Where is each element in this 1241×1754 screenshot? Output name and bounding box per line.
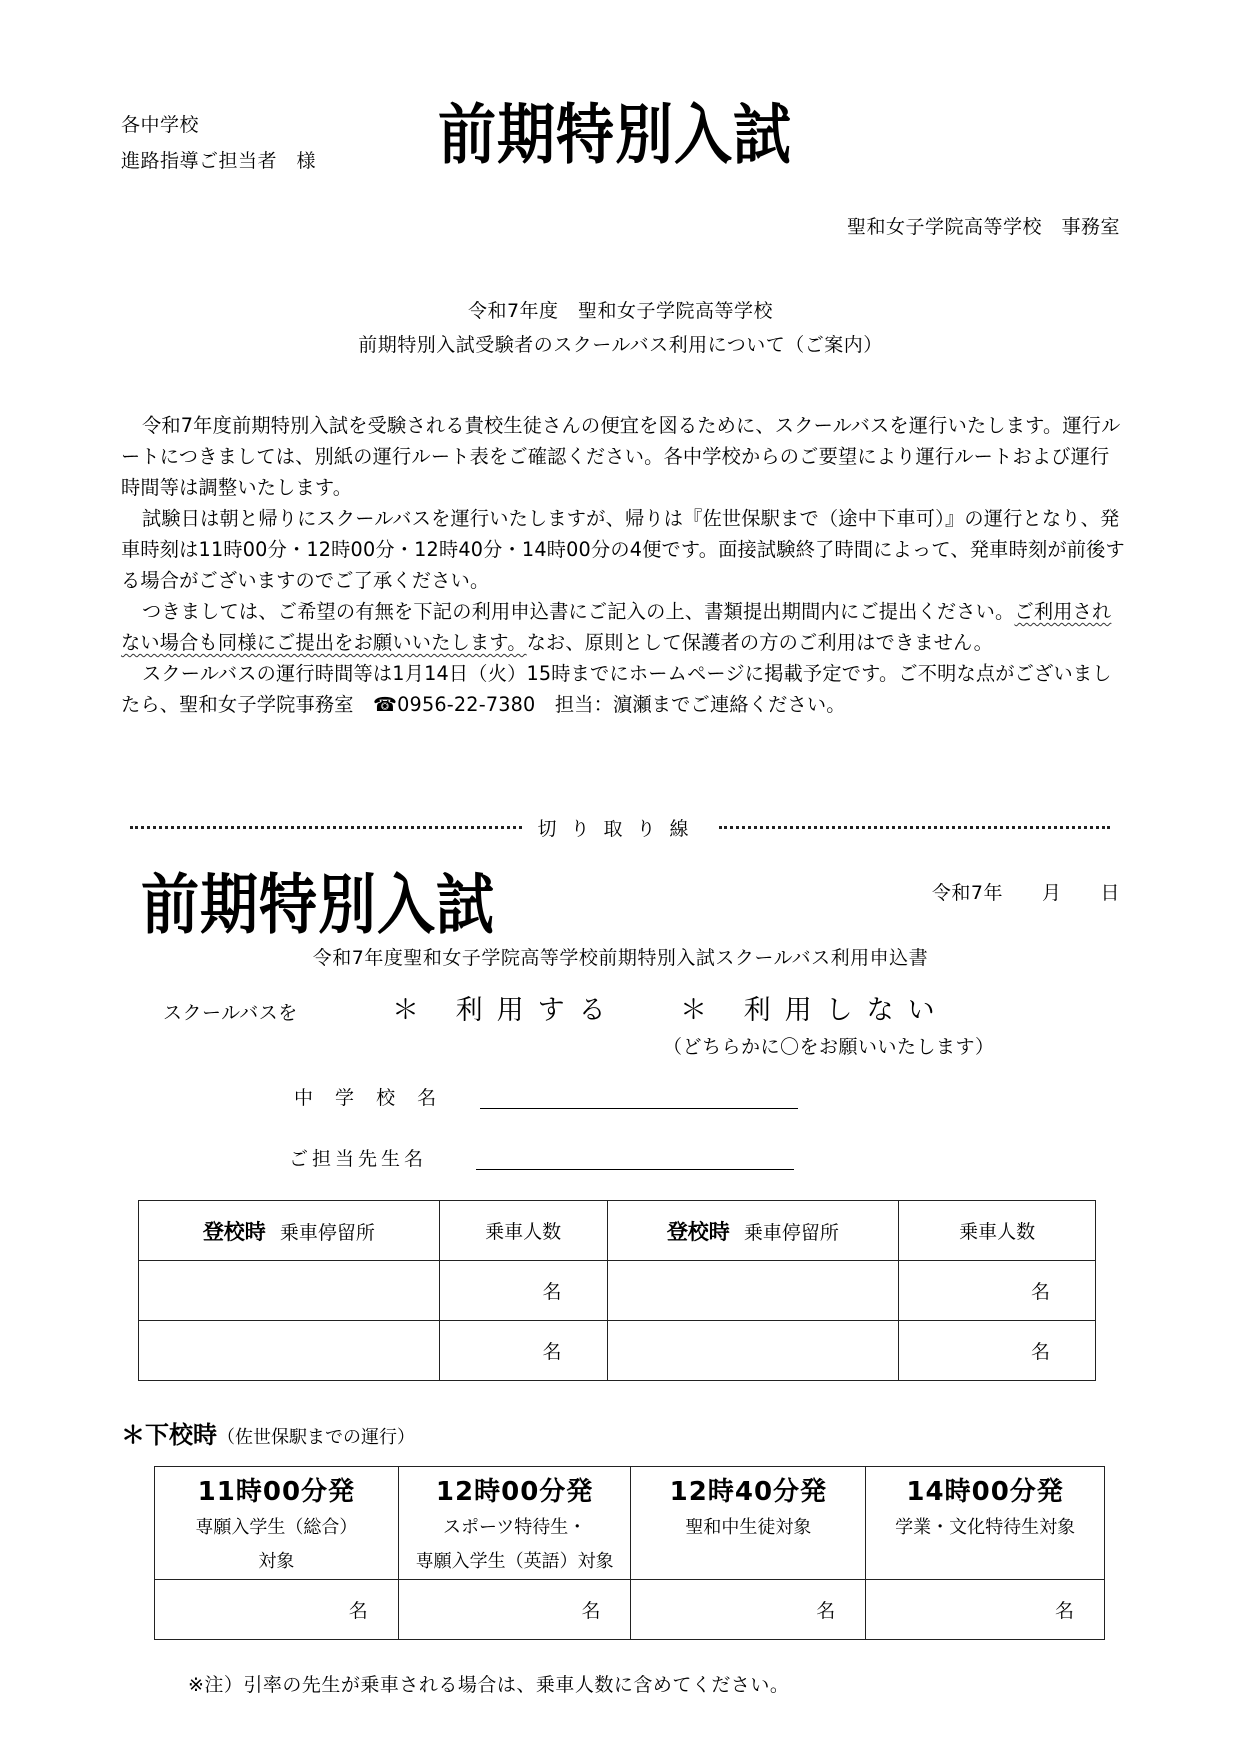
option-use[interactable]: ＊ 利用する [392, 995, 620, 1026]
paragraph-3c: なお、原則として保護者の方のご利用はできません。 [526, 631, 994, 654]
bus-label: スクールバスを [163, 1002, 298, 1024]
header-count-1: 乗車人数 [439, 1201, 607, 1261]
departure-3: 12時40分発 聖和中生徒対象 [631, 1467, 866, 1580]
paragraph-2: 試験日は朝と帰りにスクールバスを運行いたしますが、帰りは『佐世保駅まで（途中下車可）』の運行となり、発車時刻は11時00分・12時00分・12時40分・14時00分の4便です。面接試験終了時間によって、発車時刻が前後する場合がございますのでご了承ください。 [121, 507, 1125, 592]
form-date: 令和7年 月 日 [931, 882, 1120, 904]
school-name-field[interactable] [480, 1108, 798, 1109]
paragraph-3a: つきましては、ご希望の有無を下記の利用申込書にご記入の上、書類提出期間内にご提出ください。 [142, 600, 1015, 623]
paragraph-1: 令和7年度前期特別入試を受験される貴校生徒さんの便宜を図るために、スクールバスを運行いたします。運行ルートにつきましては、別紙の運行ルート表をご確認ください。各中学校からのご要望により運行ルートおよび運行時間等は調整いたします。 [121, 414, 1121, 499]
return-note: （佐世保駅までの運行） [217, 1427, 415, 1448]
teacher-name-label: ご担当先生名 [289, 1148, 428, 1170]
return-table [154, 1466, 1105, 1640]
departure-4: 14時00分発 学業・文化特待生対象 [866, 1467, 1105, 1580]
header-count-2: 乗車人数 [899, 1201, 1096, 1261]
return-heading-row [121, 1415, 415, 1450]
header-stop-2: 登校時 乗車停留所 [607, 1201, 899, 1261]
paragraph-3-underlined: ご利用されない場合も同様にご提出をお願いいたします。 [121, 600, 1112, 654]
count-input[interactable]: 名 [866, 1580, 1105, 1640]
table-row [139, 1261, 1096, 1321]
count-input[interactable]: 名 [439, 1261, 607, 1321]
cut-line-label: 切り取り線 [537, 818, 703, 840]
departure-1: 11時00分発 専願入学生（総合） 対象 [155, 1467, 399, 1580]
stop-input[interactable] [607, 1261, 899, 1321]
return-heading: ＊下校時 [121, 1421, 217, 1449]
teacher-name-field[interactable] [476, 1169, 794, 1170]
table-row [155, 1580, 1105, 1640]
page-title: 前期特別入試 [438, 96, 793, 173]
cut-line [130, 814, 1110, 841]
cut-dots-left [130, 826, 522, 829]
choice-note: （どちらかに〇をお願いいたします） [663, 1036, 995, 1058]
paragraph-3 [121, 596, 1127, 658]
sender: 聖和女子学院高等学校 事務室 [846, 216, 1120, 238]
boarding-table [138, 1200, 1096, 1381]
header-stop-1: 登校時 乗車停留所 [139, 1201, 440, 1261]
form-title: 令和7年度聖和女子学院高等学校前期特別入試スクールバス利用申込書 [312, 947, 929, 969]
departure-2: 12時00分発 スポーツ特待生・ 専願入学生（英語）対象 [398, 1467, 631, 1580]
option-not-use[interactable]: ＊ 利用しない [680, 995, 949, 1026]
stop-input[interactable] [139, 1261, 440, 1321]
count-input[interactable]: 名 [631, 1580, 866, 1640]
boarding-table-header [139, 1201, 1096, 1261]
count-input[interactable]: 名 [398, 1580, 631, 1640]
form-title-large: 前期特別入試 [141, 866, 496, 943]
count-input[interactable]: 名 [899, 1321, 1096, 1381]
count-input[interactable]: 名 [899, 1261, 1096, 1321]
cut-dots-right [719, 826, 1111, 829]
count-input[interactable]: 名 [439, 1321, 607, 1381]
return-table-header [155, 1467, 1105, 1580]
footnote: ※注）引率の先生が乗車される場合は、乗車人数に含めてください。 [188, 1674, 790, 1696]
school-name-label: 中 学 校 名 [294, 1087, 445, 1109]
recipient-school: 各中学校 [121, 114, 200, 136]
body-text [121, 410, 1127, 720]
count-input[interactable]: 名 [155, 1580, 399, 1640]
table-row [139, 1321, 1096, 1381]
stop-input[interactable] [607, 1321, 899, 1381]
stop-input[interactable] [139, 1321, 440, 1381]
paragraph-4: スクールバスの運行時間等は1月14日（火）15時までにホームページに掲載予定です。ご不明な点がございましたら、聖和女子学院事務室 ☎0956-22-7380 担当：濵瀬までご連絡ください。 [121, 662, 1112, 716]
recipient-teacher: 進路指導ご担当者 様 [121, 150, 317, 172]
subject-line2: 前期特別入試受験者のスクールバス利用について（ご案内） [358, 334, 883, 356]
subject-line1: 令和7年度 聖和女子学院高等学校 [467, 300, 774, 322]
